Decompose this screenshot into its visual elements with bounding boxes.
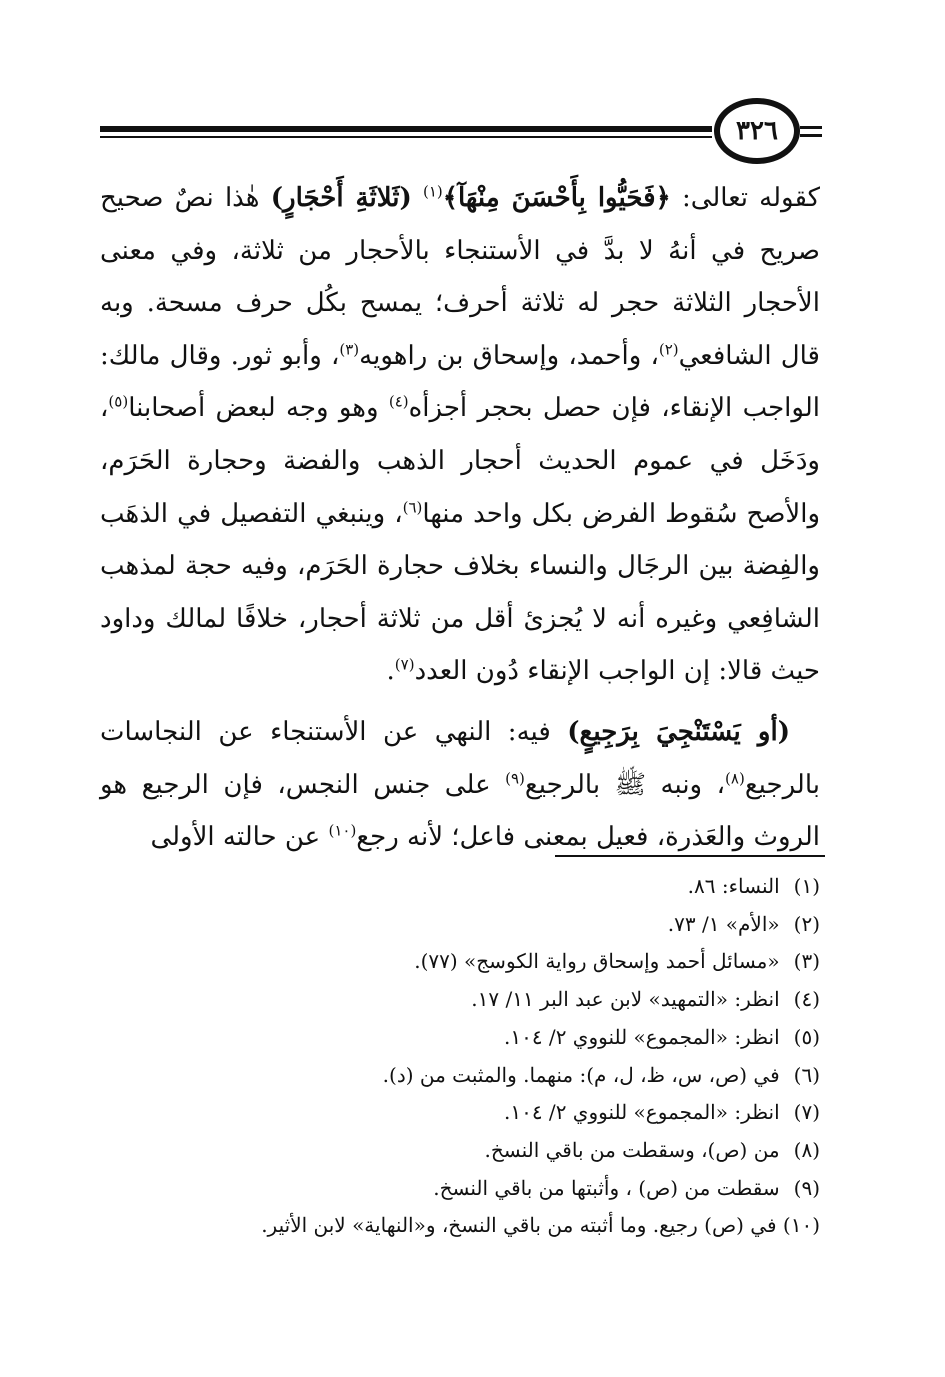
main-text xyxy=(100,172,820,864)
footnote-text: في (ص، س، ظ، ل، م): منهما. والمثبت من (د). xyxy=(382,1062,786,1087)
page-number: ٣٢٦ xyxy=(714,98,800,164)
header-rule-right-top xyxy=(800,126,822,129)
header-rule-right-bottom xyxy=(800,134,822,137)
footnote-number: (٦) xyxy=(793,1062,820,1087)
paragraph-2 xyxy=(100,706,820,864)
footnote-ref: (٤) xyxy=(388,392,409,411)
footnote-text: انظر: «المجموع» للنووي ٢/ ١٠٤. xyxy=(503,1024,786,1049)
footnote-item xyxy=(160,1057,820,1095)
text-run: ، وأحمد، وإسحاق بن راهويه xyxy=(359,340,659,371)
footnote-number: (٢) xyxy=(793,911,820,936)
quoted-phrase: (أو يَسْتَنْجِيَ بِرَجِيعٍ) xyxy=(567,716,790,747)
footnote-text: انظر: «المجموع» للنووي ٢/ ١٠٤. xyxy=(503,1100,786,1125)
page-header xyxy=(0,0,945,170)
footnote-ref: (٢) xyxy=(658,340,679,359)
text-run: كقوله تعالى: xyxy=(670,183,821,213)
footnote-number: (١) xyxy=(793,874,820,898)
footnote-item xyxy=(160,868,820,906)
text-run: هٰذا نصٌ صحيح صريح في أنهُ لا بدَّ في الأستنجاء بالأحجار من ثلاثة، وفي معنى الأحجار الثلاثة حجر له ثلاثة أحرف؛ يمسح بكُل حرف مسحة. وبه قال الشافعي xyxy=(100,183,820,371)
footnote-item xyxy=(160,1132,820,1170)
footnote-item xyxy=(160,1094,820,1132)
footnote-text: انظر: «التمهيد» لابن عبد البر ١١/ ١٧. xyxy=(471,987,786,1012)
text-run xyxy=(412,183,423,213)
footnote-item xyxy=(160,981,820,1019)
footnote-ref: (١٠) xyxy=(328,821,357,840)
footnote-text: «الأم» ١/ ٧٣. xyxy=(667,911,786,936)
footnote-ref: (٨) xyxy=(725,768,745,787)
footnote-ref: (٣) xyxy=(339,340,360,359)
quoted-phrase: (ثَلاثَةِ أَحْجَارٍ) xyxy=(270,183,412,213)
text-run: عن حالته الأولى xyxy=(150,822,329,853)
footnote-number: (٩) xyxy=(793,1175,820,1200)
footnote-ref: (٧) xyxy=(394,655,415,674)
paragraph-1 xyxy=(100,172,820,698)
footnote-item xyxy=(160,943,820,981)
footnote-text: النساء: ٨٦. xyxy=(687,874,786,898)
text-run: وهو وجه لبعض أصحابنا xyxy=(128,393,389,424)
footnote-ref: (٥) xyxy=(108,392,129,411)
footnotes xyxy=(160,868,820,1245)
text-run: على جنس النجس، فإن الرجيع هو الروث والعَذرة، فعيل بمعنى فاعل؛ لأنه رجع xyxy=(100,769,820,853)
footnote-number: (٤) xyxy=(793,987,820,1012)
footnote-separator xyxy=(555,855,825,857)
footnote-number: (٧) xyxy=(793,1100,820,1125)
text-run: ، ونبه ﷺ بالرجيع xyxy=(524,769,726,800)
header-rule-thin xyxy=(100,136,712,138)
text-run: ، وينبغي التفصيل في الذهَب والفِضة بين الرجَال والنساء بخلاف حجارة الحَرَم، وفيه حجة لمذهب الشافِعي وغيره أنه لا يُجزئ أقل من ثلاثة أحجار، خلافًا لمالك وداود حيث قالا: إن الواجب الإنقاء دُون العدد xyxy=(100,498,820,687)
text-run: ، ودَخَل في عموم الحديث أحجار الذهب والفضة وحجارة الحَرَم، والأصح سُقوط الفرض بكل واحد منها xyxy=(100,393,820,529)
footnote-item xyxy=(160,1207,820,1245)
footnote-number: (٣) xyxy=(793,949,820,974)
text-run: . xyxy=(386,656,395,687)
footnote-item xyxy=(160,906,820,944)
header-rule-thick xyxy=(100,126,712,132)
footnote-number: (١٠) xyxy=(782,1213,820,1238)
footnote-ref: (٦) xyxy=(402,497,423,516)
footnote-text: «مسائل أحمد وإسحاق رواية الكوسج» (٧٧). xyxy=(414,949,786,974)
footnote-ref: (٩) xyxy=(505,768,525,787)
footnote-ref: (١) xyxy=(422,182,443,201)
text-run: ، وأبو ثور. وقال مالك: الواجب الإنقاء، فإن حصل بحجر أجزأه xyxy=(100,340,820,424)
footnote-text: في (ص) رجيع. وما أثبته من باقي النسخ، و«النهاية» لابن الأثير. xyxy=(261,1213,783,1238)
text-run: فيه: النهي عن الأستنجاء عن النجاسات بالرجيع xyxy=(100,716,820,800)
footnote-item xyxy=(160,1170,820,1208)
footnote-item xyxy=(160,1019,820,1057)
footnote-number: (٨) xyxy=(793,1137,820,1162)
footnote-number: (٥) xyxy=(793,1024,820,1049)
quoted-phrase: ﴿فَحَيُّوا بِأَحْسَنَ مِنْهَآ﴾ xyxy=(442,183,671,213)
footnote-text: سقطت من (ص) ، وأثبتها من باقي النسخ. xyxy=(433,1175,786,1200)
footnote-text: من (ص)، وسقطت من باقي النسخ. xyxy=(484,1137,786,1162)
